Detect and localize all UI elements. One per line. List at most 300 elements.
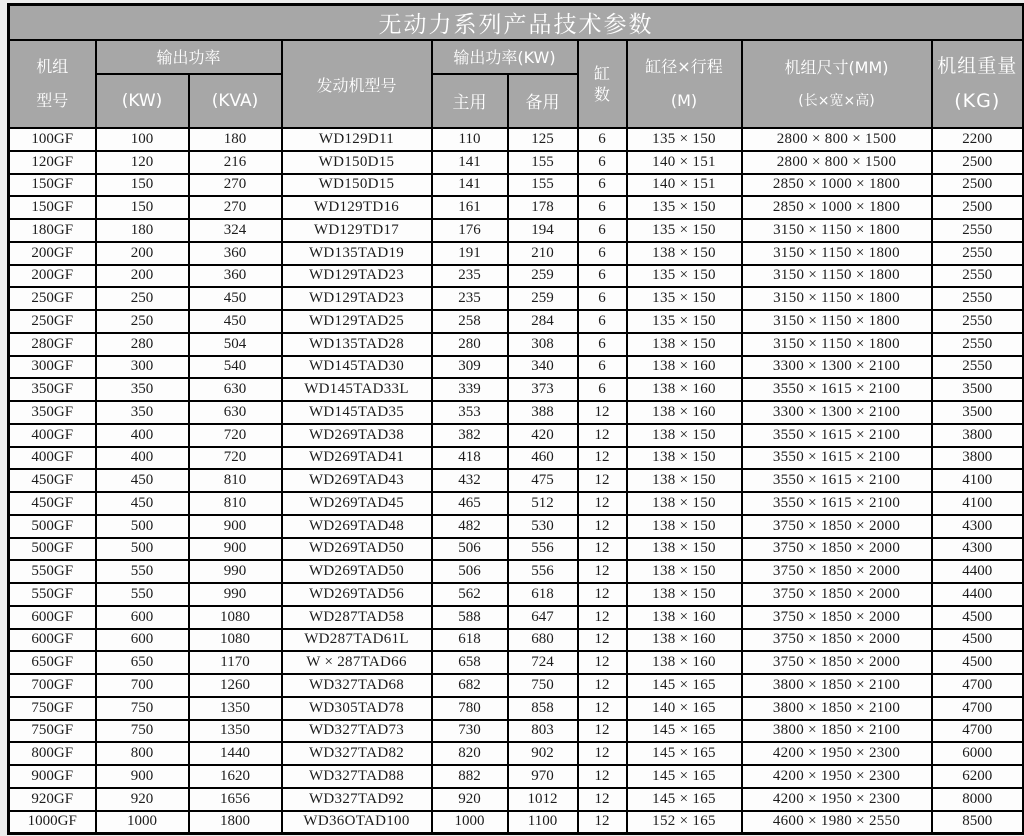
table-row (9, 606, 1024, 629)
cell-prime-power: 161 (432, 196, 508, 219)
cell-standby-power: 724 (508, 651, 578, 674)
cell-dimensions: 4200 × 1950 × 2300 (742, 788, 932, 811)
table-row (9, 242, 1024, 265)
cell-prime-power: 562 (432, 583, 508, 606)
cell-kva: 270 (189, 196, 282, 219)
header-weight-line1: 机组重量 (937, 54, 1018, 77)
cell-cylinders: 6 (578, 219, 627, 242)
cell-prime-power: 258 (432, 310, 508, 333)
cell-engine-model: WD269TAD56 (282, 583, 432, 606)
cell-cylinders: 6 (578, 378, 627, 401)
cell-bore-stroke: 138 × 160 (627, 378, 742, 401)
cell-cylinders: 12 (578, 674, 627, 697)
table-row (9, 492, 1024, 515)
cell-engine-model: WD129TD16 (282, 196, 432, 219)
cell-kva: 900 (189, 538, 282, 561)
table-body (9, 128, 1024, 834)
cell-kw: 750 (96, 720, 189, 743)
cell-cylinders: 12 (578, 606, 627, 629)
cell-weight: 4300 (932, 538, 1024, 561)
cell-bore-stroke: 138 × 150 (627, 424, 742, 447)
cell-engine-model: WD145TAD30 (282, 356, 432, 379)
header-dimensions-line2: (长×宽×高) (798, 92, 875, 109)
cell-dimensions: 3750 × 1850 × 2000 (742, 606, 932, 629)
cell-unit-model: 750GF (9, 697, 96, 720)
cell-bore-stroke: 138 × 150 (627, 242, 742, 265)
cell-standby-power: 178 (508, 196, 578, 219)
cell-weight: 4700 (932, 720, 1024, 743)
table-row (9, 378, 1024, 401)
cell-engine-model: W × 287TAD66 (282, 651, 432, 674)
cell-unit-model: 180GF (9, 219, 96, 242)
cell-unit-model: 120GF (9, 151, 96, 174)
cell-dimensions: 2800 × 800 × 1500 (742, 151, 932, 174)
cell-cylinders: 6 (578, 242, 627, 265)
table-row (9, 174, 1024, 197)
cell-kw: 900 (96, 765, 189, 788)
cell-engine-model: WD269TAD43 (282, 469, 432, 492)
cell-unit-model: 200GF (9, 265, 96, 288)
cell-cylinders: 6 (578, 333, 627, 356)
cell-unit-model: 300GF (9, 356, 96, 379)
cell-prime-power: 432 (432, 469, 508, 492)
cell-unit-model: 550GF (9, 560, 96, 583)
header-unit-model-line1: 机组 (36, 56, 69, 76)
cell-standby-power: 284 (508, 310, 578, 333)
header-output-power-kw-group: 输出功率(KW) (432, 40, 578, 74)
cell-unit-model: 400GF (9, 424, 96, 447)
table-row (9, 310, 1024, 333)
cell-bore-stroke: 135 × 150 (627, 310, 742, 333)
cell-prime-power: 482 (432, 515, 508, 538)
cell-bore-stroke: 135 × 150 (627, 219, 742, 242)
cell-bore-stroke: 140 × 165 (627, 697, 742, 720)
cell-unit-model: 600GF (9, 629, 96, 652)
table-row (9, 583, 1024, 606)
cell-unit-model: 250GF (9, 287, 96, 310)
cell-kw: 700 (96, 674, 189, 697)
table-row (9, 560, 1024, 583)
header-engine-model: 发动机型号 (282, 40, 432, 128)
cell-kw: 200 (96, 265, 189, 288)
cell-prime-power: 418 (432, 447, 508, 470)
cell-unit-model: 150GF (9, 196, 96, 219)
cell-engine-model: WD305TAD78 (282, 697, 432, 720)
cell-cylinders: 12 (578, 765, 627, 788)
cell-unit-model: 280GF (9, 333, 96, 356)
cell-dimensions: 3550 × 1615 × 2100 (742, 469, 932, 492)
cell-cylinders: 6 (578, 174, 627, 197)
cell-weight: 2550 (932, 310, 1024, 333)
cell-weight: 3800 (932, 447, 1024, 470)
table-head (9, 5, 1024, 129)
cell-prime-power: 339 (432, 378, 508, 401)
cell-bore-stroke: 135 × 150 (627, 287, 742, 310)
cell-kva: 1800 (189, 811, 282, 834)
table-row (9, 765, 1024, 788)
cell-dimensions: 3750 × 1850 × 2000 (742, 583, 932, 606)
cell-unit-model: 350GF (9, 401, 96, 424)
cell-kw: 800 (96, 742, 189, 765)
cell-weight: 2500 (932, 196, 1024, 219)
cell-prime-power: 235 (432, 287, 508, 310)
cell-kva: 720 (189, 424, 282, 447)
cell-cylinders: 12 (578, 560, 627, 583)
header-cylinders (578, 40, 627, 128)
cell-kva: 324 (189, 219, 282, 242)
cell-kva: 1080 (189, 629, 282, 652)
table-row (9, 219, 1024, 242)
cell-weight: 2550 (932, 219, 1024, 242)
cell-bore-stroke: 138 × 160 (627, 606, 742, 629)
cell-engine-model: WD145TAD33L (282, 378, 432, 401)
cell-standby-power: 259 (508, 265, 578, 288)
cell-engine-model: WD129D11 (282, 128, 432, 151)
cell-weight: 3500 (932, 401, 1024, 424)
cell-bore-stroke: 138 × 150 (627, 333, 742, 356)
cell-dimensions: 3150 × 1150 × 1800 (742, 265, 932, 288)
cell-kw: 550 (96, 583, 189, 606)
cell-kva: 360 (189, 242, 282, 265)
cell-kw: 200 (96, 242, 189, 265)
cell-unit-model: 900GF (9, 765, 96, 788)
cell-bore-stroke: 135 × 150 (627, 128, 742, 151)
cell-engine-model: WD150D15 (282, 151, 432, 174)
cell-weight: 2500 (932, 151, 1024, 174)
cell-dimensions: 3750 × 1850 × 2000 (742, 538, 932, 561)
cell-bore-stroke: 138 × 150 (627, 515, 742, 538)
cell-kva: 1260 (189, 674, 282, 697)
cell-kw: 400 (96, 447, 189, 470)
cell-weight: 4400 (932, 560, 1024, 583)
cell-unit-model: 650GF (9, 651, 96, 674)
cell-kva: 270 (189, 174, 282, 197)
cell-standby-power: 618 (508, 583, 578, 606)
cell-bore-stroke: 138 × 160 (627, 401, 742, 424)
cell-engine-model: WD327TAD88 (282, 765, 432, 788)
cell-unit-model: 200GF (9, 242, 96, 265)
cell-prime-power: 141 (432, 151, 508, 174)
cell-kva: 450 (189, 287, 282, 310)
cell-kw: 400 (96, 424, 189, 447)
cell-prime-power: 506 (432, 560, 508, 583)
cell-kw: 300 (96, 356, 189, 379)
cell-kva: 1620 (189, 765, 282, 788)
cell-kw: 350 (96, 378, 189, 401)
header-bore-stroke-line1: 缸径×行程 (645, 56, 723, 76)
cell-engine-model: WD269TAD38 (282, 424, 432, 447)
cell-cylinders: 6 (578, 128, 627, 151)
cell-dimensions: 3750 × 1850 × 2000 (742, 515, 932, 538)
cell-bore-stroke: 138 × 160 (627, 629, 742, 652)
cell-prime-power: 588 (432, 606, 508, 629)
cell-kva: 540 (189, 356, 282, 379)
cell-cylinders: 12 (578, 720, 627, 743)
cell-cylinders: 12 (578, 538, 627, 561)
cell-weight: 4700 (932, 674, 1024, 697)
cell-kw: 500 (96, 538, 189, 561)
cell-kva: 216 (189, 151, 282, 174)
table-row (9, 151, 1024, 174)
cell-weight: 3800 (932, 424, 1024, 447)
cell-kw: 180 (96, 219, 189, 242)
table-row (9, 629, 1024, 652)
cell-unit-model: 500GF (9, 538, 96, 561)
cell-kva: 720 (189, 447, 282, 470)
cell-cylinders: 6 (578, 196, 627, 219)
cell-weight: 2550 (932, 333, 1024, 356)
cell-prime-power: 1000 (432, 811, 508, 834)
cell-bore-stroke: 138 × 150 (627, 492, 742, 515)
cell-cylinders: 6 (578, 310, 627, 333)
header-output-power-group: 输出功率 (96, 40, 282, 74)
cell-unit-model: 450GF (9, 469, 96, 492)
cell-kva: 360 (189, 265, 282, 288)
spec-table (7, 3, 1024, 835)
cell-cylinders: 12 (578, 629, 627, 652)
cell-cylinders: 6 (578, 287, 627, 310)
cell-prime-power: 658 (432, 651, 508, 674)
cell-standby-power: 902 (508, 742, 578, 765)
cell-kw: 280 (96, 333, 189, 356)
table-row (9, 720, 1024, 743)
cell-prime-power: 235 (432, 265, 508, 288)
cell-dimensions: 3550 × 1615 × 2100 (742, 447, 932, 470)
cell-bore-stroke: 138 × 150 (627, 447, 742, 470)
cell-unit-model: 150GF (9, 174, 96, 197)
cell-dimensions: 3750 × 1850 × 2000 (742, 629, 932, 652)
cell-kw: 920 (96, 788, 189, 811)
cell-kva: 1080 (189, 606, 282, 629)
cell-kva: 1350 (189, 697, 282, 720)
cell-bore-stroke: 138 × 150 (627, 469, 742, 492)
cell-kw: 150 (96, 174, 189, 197)
header-dimensions-line1: 机组尺寸(MM) (784, 57, 889, 77)
cell-cylinders: 6 (578, 356, 627, 379)
cell-weight: 4400 (932, 583, 1024, 606)
cell-bore-stroke: 145 × 165 (627, 788, 742, 811)
header-weight-line2: (KG) (954, 90, 1001, 113)
cell-cylinders: 12 (578, 447, 627, 470)
cell-prime-power: 506 (432, 538, 508, 561)
cell-cylinders: 12 (578, 401, 627, 424)
cell-unit-model: 550GF (9, 583, 96, 606)
cell-prime-power: 618 (432, 629, 508, 652)
cell-standby-power: 556 (508, 538, 578, 561)
header-standby: 备用 (508, 74, 578, 128)
cell-standby-power: 210 (508, 242, 578, 265)
header-bore-stroke-line2: (M) (670, 91, 698, 111)
cell-prime-power: 309 (432, 356, 508, 379)
cell-engine-model: WD269TAD45 (282, 492, 432, 515)
cell-cylinders: 12 (578, 651, 627, 674)
cell-bore-stroke: 138 × 160 (627, 651, 742, 674)
cell-weight: 6000 (932, 742, 1024, 765)
cell-dimensions: 3750 × 1850 × 2000 (742, 560, 932, 583)
cell-prime-power: 465 (432, 492, 508, 515)
cell-kva: 1350 (189, 720, 282, 743)
header-unit-model-line2: 型号 (36, 91, 69, 111)
cell-dimensions: 3150 × 1150 × 1800 (742, 219, 932, 242)
cell-kva: 810 (189, 469, 282, 492)
cell-dimensions: 3550 × 1615 × 2100 (742, 424, 932, 447)
table-row (9, 811, 1024, 834)
cell-engine-model: WD287TAD61L (282, 629, 432, 652)
cell-unit-model: 450GF (9, 492, 96, 515)
table-row (9, 356, 1024, 379)
cell-unit-model: 600GF (9, 606, 96, 629)
cell-dimensions: 3150 × 1150 × 1800 (742, 310, 932, 333)
cell-prime-power: 382 (432, 424, 508, 447)
cell-engine-model: WD129TD17 (282, 219, 432, 242)
cell-bore-stroke: 138 × 150 (627, 583, 742, 606)
header-cylinders-line1: 缸 (593, 63, 610, 83)
header-kw: (KW) (96, 74, 189, 128)
cell-cylinders: 12 (578, 469, 627, 492)
cell-prime-power: 353 (432, 401, 508, 424)
cell-prime-power: 920 (432, 788, 508, 811)
cell-prime-power: 682 (432, 674, 508, 697)
cell-engine-model: WD327TAD68 (282, 674, 432, 697)
cell-weight: 2500 (932, 174, 1024, 197)
cell-bore-stroke: 145 × 165 (627, 674, 742, 697)
table-row (9, 788, 1024, 811)
header-prime: 主用 (432, 74, 508, 128)
cell-prime-power: 280 (432, 333, 508, 356)
table-row (9, 651, 1024, 674)
cell-weight: 4100 (932, 492, 1024, 515)
cell-standby-power: 970 (508, 765, 578, 788)
cell-dimensions: 3300 × 1300 × 2100 (742, 401, 932, 424)
cell-unit-model: 1000GF (9, 811, 96, 834)
cell-dimensions: 3800 × 1850 × 2100 (742, 697, 932, 720)
header-unit-model (9, 40, 96, 128)
cell-unit-model: 400GF (9, 447, 96, 470)
cell-kw: 100 (96, 128, 189, 151)
table-row (9, 401, 1024, 424)
cell-dimensions: 3550 × 1615 × 2100 (742, 492, 932, 515)
cell-cylinders: 12 (578, 492, 627, 515)
cell-prime-power: 780 (432, 697, 508, 720)
cell-unit-model: 500GF (9, 515, 96, 538)
cell-prime-power: 820 (432, 742, 508, 765)
cell-dimensions: 3800 × 1850 × 2100 (742, 674, 932, 697)
cell-standby-power: 512 (508, 492, 578, 515)
table-row (9, 333, 1024, 356)
cell-weight: 2550 (932, 356, 1024, 379)
cell-standby-power: 308 (508, 333, 578, 356)
cell-standby-power: 647 (508, 606, 578, 629)
header-bore-stroke (627, 40, 742, 128)
cell-standby-power: 388 (508, 401, 578, 424)
cell-kw: 250 (96, 310, 189, 333)
cell-dimensions: 3150 × 1150 × 1800 (742, 333, 932, 356)
cell-weight: 2550 (932, 265, 1024, 288)
cell-kw: 120 (96, 151, 189, 174)
cell-dimensions: 4200 × 1950 × 2300 (742, 765, 932, 788)
cell-kw: 150 (96, 196, 189, 219)
cell-weight: 4500 (932, 629, 1024, 652)
cell-prime-power: 110 (432, 128, 508, 151)
cell-dimensions: 2850 × 1000 × 1800 (742, 174, 932, 197)
cell-kw: 250 (96, 287, 189, 310)
cell-bore-stroke: 145 × 165 (627, 720, 742, 743)
cell-weight: 8000 (932, 788, 1024, 811)
cell-unit-model: 800GF (9, 742, 96, 765)
cell-weight: 4100 (932, 469, 1024, 492)
cell-cylinders: 12 (578, 788, 627, 811)
cell-unit-model: 250GF (9, 310, 96, 333)
header-cylinders-line2: 数 (593, 84, 610, 104)
cell-kw: 350 (96, 401, 189, 424)
cell-kva: 180 (189, 128, 282, 151)
cell-prime-power: 191 (432, 242, 508, 265)
cell-weight: 6200 (932, 765, 1024, 788)
cell-standby-power: 680 (508, 629, 578, 652)
cell-standby-power: 155 (508, 151, 578, 174)
cell-cylinders: 12 (578, 515, 627, 538)
cell-kva: 990 (189, 560, 282, 583)
cell-bore-stroke: 145 × 165 (627, 765, 742, 788)
cell-kva: 900 (189, 515, 282, 538)
cell-prime-power: 141 (432, 174, 508, 197)
table-row (9, 515, 1024, 538)
cell-unit-model: 700GF (9, 674, 96, 697)
cell-standby-power: 420 (508, 424, 578, 447)
cell-engine-model: WD269TAD50 (282, 538, 432, 561)
cell-standby-power: 858 (508, 697, 578, 720)
cell-kw: 750 (96, 697, 189, 720)
table-row (9, 538, 1024, 561)
cell-engine-model: WD129TAD23 (282, 287, 432, 310)
cell-standby-power: 475 (508, 469, 578, 492)
cell-engine-model: WD135TAD19 (282, 242, 432, 265)
cell-standby-power: 259 (508, 287, 578, 310)
cell-dimensions: 2800 × 800 × 1500 (742, 128, 932, 151)
cell-engine-model: WD287TAD58 (282, 606, 432, 629)
cell-weight: 3500 (932, 378, 1024, 401)
cell-kva: 630 (189, 401, 282, 424)
cell-standby-power: 1100 (508, 811, 578, 834)
page-title: 无动力系列产品技术参数 (9, 5, 1024, 41)
cell-weight: 2550 (932, 287, 1024, 310)
cell-dimensions: 4600 × 1980 × 2550 (742, 811, 932, 834)
header-row-1 (9, 40, 1024, 74)
table-row (9, 469, 1024, 492)
cell-standby-power: 340 (508, 356, 578, 379)
cell-engine-model: WD145TAD35 (282, 401, 432, 424)
cell-prime-power: 882 (432, 765, 508, 788)
cell-kva: 504 (189, 333, 282, 356)
cell-kw: 500 (96, 515, 189, 538)
cell-unit-model: 750GF (9, 720, 96, 743)
cell-kw: 600 (96, 629, 189, 652)
header-weight (932, 40, 1024, 128)
cell-kva: 450 (189, 310, 282, 333)
cell-weight: 4500 (932, 651, 1024, 674)
cell-weight: 2550 (932, 242, 1024, 265)
cell-bore-stroke: 145 × 165 (627, 742, 742, 765)
cell-engine-model: WD150D15 (282, 174, 432, 197)
cell-dimensions: 2850 × 1000 × 1800 (742, 196, 932, 219)
cell-cylinders: 12 (578, 583, 627, 606)
cell-unit-model: 100GF (9, 128, 96, 151)
cell-kva: 1440 (189, 742, 282, 765)
cell-engine-model: WD269TAD48 (282, 515, 432, 538)
cell-cylinders: 6 (578, 265, 627, 288)
cell-standby-power: 373 (508, 378, 578, 401)
cell-bore-stroke: 135 × 150 (627, 265, 742, 288)
